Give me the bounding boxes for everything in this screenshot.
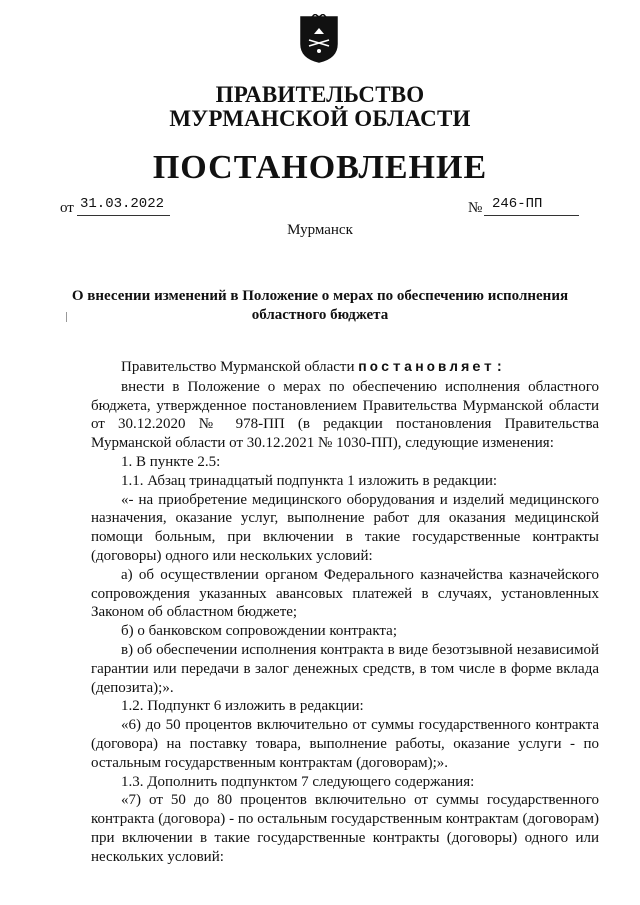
coat-of-arms-icon [298, 14, 340, 64]
intro-spaced-word: постановляет: [358, 360, 507, 376]
city-name: Мурманск [287, 222, 353, 238]
margin-mark [66, 312, 67, 322]
intro-text: Правительство Мурманской области [121, 359, 359, 375]
number-prefix: № [468, 200, 483, 216]
paragraph: б) о банковском сопровождении контракта; [121, 623, 397, 640]
subject-line2: областного бюджета [251, 307, 389, 323]
document-body [91, 358, 599, 867]
paragraph: 1.1. Абзац тринадцатый подпункта 1 изложить в редакции: [121, 472, 498, 489]
document-number: 246-ПП [484, 196, 579, 216]
organization-name-line2: МУРМАНСКОЙ ОБЛАСТИ [169, 106, 471, 131]
paragraph: «- на приобретение медицинского оборудования и изделий медицинского назначения, оказание услуг, выполнение работ для оказания медицинской помощи больным, при включении в такие государственные контракты (договоры) одного или нескольких условий: [91, 491, 599, 564]
paragraph: «6) до 50 процентов включительно от суммы государственного контракта (договора) на поставку товара, выполнение работы, оказание услуги - по остальным государственным контрактам (договорам);». [91, 717, 599, 771]
paragraph: 1.3. Дополнить подпунктом 7 следующего содержания: [121, 773, 475, 790]
organization-name-line1: ПРАВИТЕЛЬСТВО [215, 82, 425, 107]
intro-paragraph [91, 358, 599, 378]
subject-line1: О внесении изменений в Положение о мерах по обеспечению исполнения [71, 288, 569, 304]
paragraph: а) об осуществлении органом Федерального казначейства казначейского сопровождения указанных авансовых платежей в случаях, установленных Законом об областном бюджете; [91, 566, 599, 621]
paragraph: «7) от 50 до 80 процентов включительно от суммы государственного контракта (договора) - по остальным государственным контрактам (договорам) при включении в такие государственные контракты (договоры) одного или нескольких условий: [91, 792, 599, 865]
paragraph: в) об обеспечении исполнения контракта в виде безотзывной независимой гарантии или передачи в залог денежных средств, в том числе в форме вклада (депозита);». [91, 641, 599, 696]
paragraph: 1.2. Подпункт 6 изложить в редакции: [121, 698, 364, 715]
document-type-title: ПОСТАНОВЛЕНИЕ [152, 149, 488, 186]
date-prefix: от [60, 200, 74, 216]
paragraph: 1. В пункте 2.5: [121, 453, 221, 470]
paragraph: внести в Положение о мерах по обеспечению исполнения областного бюджета, утвержденное постановлением Правительства Мурманской области от 30.12.2020 № 978-ПП (в редакции постановления Правительства Мурманской области от 30.12.2021 № 1030-ПП), следующие изменения: [91, 378, 599, 452]
document-subject [70, 287, 570, 325]
document-date: 31.03.2022 [77, 196, 170, 216]
